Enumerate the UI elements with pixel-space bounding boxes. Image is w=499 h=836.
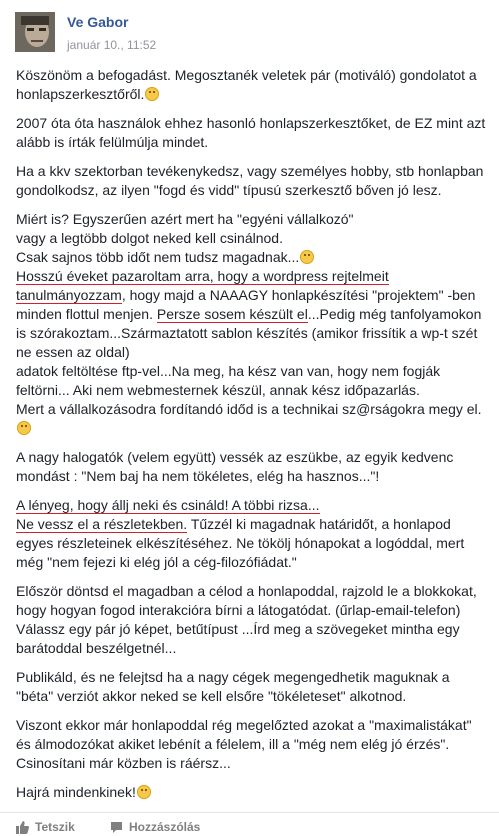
paragraph — [16, 210, 486, 438]
comment-label: Hozzászólás — [129, 820, 201, 834]
paragraph — [16, 496, 486, 572]
underlined-text: Persze sosem készült el — [156, 306, 308, 322]
paragraph: Ha a kkv szektorban tevékenykedsz, vagy személyes hobby, stb honlapban gondolkodsz, az ilyen "fogd és vidd" típusú szerkesztő bőven jó lesz. — [16, 163, 484, 198]
like-button[interactable] — [16, 820, 75, 834]
thumbs-up-icon — [16, 821, 29, 834]
paragraph-text: ...Pedig még tanfolyamokon is szórakoztam...Származtatott sablon készítés (amikor frissítik a wp-t szét ne essen az oldal) — [16, 306, 482, 360]
underlined-text: tanulmányozzam — [16, 287, 122, 303]
paragraph: Publikáld, és ne felejtsd ha a nagy cégek megengedhetik maguknak a "béta" verziót akkor neked se kell elsőre "tökéleteset" alkotnod. — [16, 669, 450, 704]
paragraph-text: Csak sajnos több időt nem tudsz magadnak... — [16, 249, 300, 265]
wink-emoji-icon — [137, 785, 151, 799]
post-body — [16, 66, 486, 812]
like-label: Tetszik — [35, 820, 75, 834]
paragraph: 2007 óta óta használok ehhez hasonló honlapszerkesztőket, de EZ mint azt alább is írták felülmúlja mindet. — [16, 115, 486, 150]
post-actions — [0, 812, 499, 836]
grin-emoji-icon — [17, 421, 31, 435]
smiley-emoji-icon — [145, 87, 159, 101]
paragraph-text: Köszönöm a befogadást. Megosztanék veletek pár (motiváló) gondolatot a honlapszerkesztőről. — [16, 67, 477, 102]
paragraph-text: Mert a vállalkozásodra fordítandó időd is a technikai sz@rságokra megy el. — [16, 401, 482, 417]
paragraph-text: adatok feltöltése ftp-vel...Na meg, ha kész van van, hogy nem fogják feltörni... Aki nem webmesternek készül, annak kész időpazarlás. — [16, 363, 441, 398]
post-timestamp[interactable]: január 10., 11:52 — [67, 38, 157, 52]
underlined-text: Hosszú éveket pazaroltam arra, hogy a wordpress rejtelmeit — [16, 268, 389, 284]
paragraph-text: Tűzzél ki magadnak határidőt, a honlapod egyes részleteinek elkészítéséhez. Ne tökölj hónapokat a logóddal, mert még "nem fejezi ki elég jól a cég-filozófiádat." — [16, 516, 465, 570]
paragraph — [16, 66, 486, 104]
paragraph-text: Miért is? Egyszerűen azért mert ha "egyéni vállalkozó" — [16, 211, 354, 227]
comment-button[interactable] — [110, 820, 200, 834]
paragraph-text: Hajrá mindenkinek! — [16, 784, 136, 800]
speech-bubble-icon — [110, 821, 123, 834]
underlined-text: Ne vessz el a részletekben. — [16, 516, 188, 532]
avatar[interactable] — [15, 12, 55, 52]
paragraph — [16, 783, 486, 802]
paragraph-text: , hogy majd a NAAAGY honlapkészítési "projektem" -ben minden flottul menjen. — [16, 287, 476, 322]
smiley-emoji-icon — [300, 250, 314, 264]
paragraph: Először döntsd el magadban a célod a honlapoddal, rajzold le a blokkokat, hogy hogyan fogod interakcióra bírni a látogatódat. (űrlap-email-telefon) Válassz egy pár jó képet, betűtípust ...Írd meg a szövegeket mintha egy barátoddal beszélgetnél... — [16, 583, 477, 656]
author-name[interactable]: Ve Gabor — [67, 14, 129, 30]
paragraph: Viszont ekkor már honlapoddal rég megelőzted azokat a "maximalistákat" és álmodozókat akiket lebénít a félelem, ill a "még nem elég jó érzés". Csinosítani már közben is ráérsz... — [16, 717, 472, 771]
paragraph-text: vagy a legtöbb dolgot neked kell csinálnod. — [16, 230, 283, 246]
underlined-text: A lényeg, hogy állj neki és csináld! A többi rizsa... — [16, 497, 320, 513]
avatar-image — [15, 12, 55, 52]
paragraph: A nagy halogatók (velem együtt) vessék az eszükbe, az egyik kedvenc mondást : "Nem baj ha nem tökéletes, elég ha hasznos..."! — [16, 449, 454, 484]
